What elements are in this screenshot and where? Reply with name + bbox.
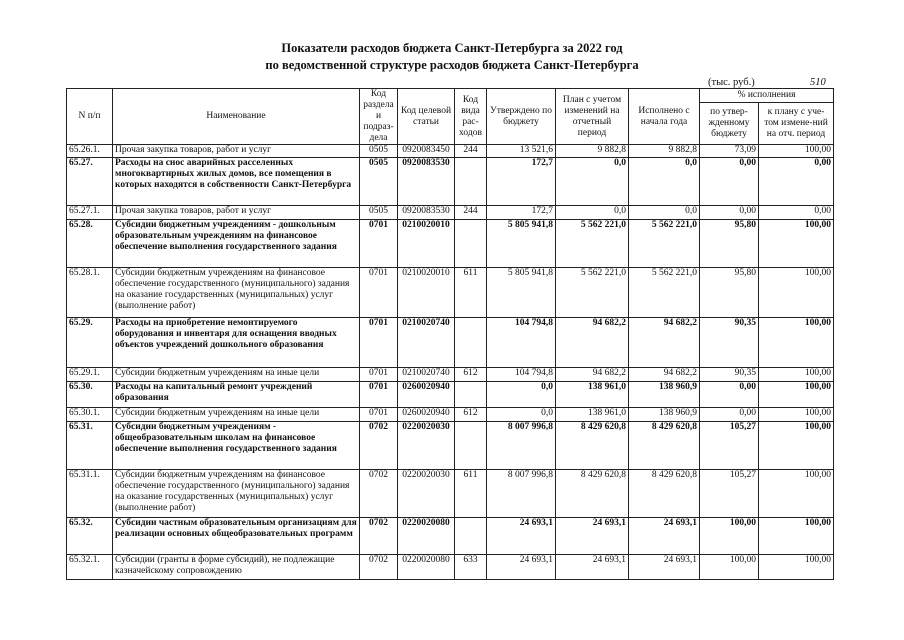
row-number: 65.28.1. — [67, 268, 113, 318]
row-target-code: 0210020010 — [398, 220, 455, 268]
row-pct-approved: 0,00 — [700, 158, 759, 206]
row-plan: 5 562 221,0 — [556, 220, 629, 268]
table-row — [67, 368, 834, 382]
row-pct-plan: 100,00 — [759, 145, 834, 158]
row-target-code: 0220020080 — [398, 518, 455, 555]
row-section-code: 0702 — [360, 470, 398, 518]
row-target-code: 0220020030 — [398, 422, 455, 470]
col-header-section: Код раздела и подраз-дела — [360, 89, 398, 145]
row-executed: 5 562 221,0 — [629, 268, 700, 318]
row-executed: 24 693,1 — [629, 555, 700, 580]
col-header-kind: Код вида рас-ходов — [455, 89, 487, 145]
row-pct-approved: 0,00 — [700, 206, 759, 220]
row-number: 65.29.1. — [67, 368, 113, 382]
col-header-pct-approved: по утвер-жденному бюджету — [700, 103, 759, 145]
table-row — [67, 382, 834, 408]
row-plan: 94 682,2 — [556, 368, 629, 382]
table-row — [67, 145, 834, 158]
row-section-code: 0701 — [360, 368, 398, 382]
row-pct-approved: 73,09 — [700, 145, 759, 158]
row-section-code: 0505 — [360, 145, 398, 158]
row-pct-approved: 100,00 — [700, 518, 759, 555]
row-approved: 8 007 996,8 — [487, 470, 556, 518]
row-kind-code: 244 — [455, 145, 487, 158]
row-target-code: 0210020740 — [398, 318, 455, 368]
row-target-code: 0220020030 — [398, 470, 455, 518]
row-approved: 24 693,1 — [487, 555, 556, 580]
row-executed: 94 682,2 — [629, 318, 700, 368]
row-pct-approved: 105,27 — [700, 470, 759, 518]
table-row — [67, 422, 834, 470]
unit-label: (тыс. руб.) — [708, 77, 755, 88]
row-executed: 24 693,1 — [629, 518, 700, 555]
row-pct-approved: 90,35 — [700, 368, 759, 382]
row-pct-plan: 100,00 — [759, 220, 834, 268]
row-pct-approved: 105,27 — [700, 422, 759, 470]
row-section-code: 0702 — [360, 518, 398, 555]
row-name: Субсидии бюджетным учреждениям на финансовое обеспечение государственного (муниципального) задания на оказание государственных (муниципальных) услуг (выполнение работ) — [113, 470, 360, 518]
row-name: Субсидии бюджетным учреждениям - общеобразовательным школам на финансовое обеспечение выполнения государственного задания — [113, 422, 360, 470]
row-pct-plan: 0,00 — [759, 206, 834, 220]
row-executed: 94 682,2 — [629, 368, 700, 382]
row-target-code: 0920083530 — [398, 206, 455, 220]
row-number: 65.28. — [67, 220, 113, 268]
row-section-code: 0701 — [360, 408, 398, 422]
row-pct-approved: 95,80 — [700, 220, 759, 268]
row-approved: 5 805 941,8 — [487, 220, 556, 268]
row-executed: 138 960,9 — [629, 408, 700, 422]
row-pct-plan: 0,00 — [759, 158, 834, 206]
row-executed: 0,0 — [629, 158, 700, 206]
row-name: Субсидии частным образовательным организациям для реализации основных общеобразовательных программ — [113, 518, 360, 555]
row-approved: 104 794,8 — [487, 368, 556, 382]
row-kind-code: 611 — [455, 268, 487, 318]
table-row — [67, 206, 834, 220]
row-name: Субсидии бюджетным учреждениям на финансовое обеспечение государственного (муниципального) задания на оказание государственных (муниципальных) услуг (выполнение работ) — [113, 268, 360, 318]
row-plan: 94 682,2 — [556, 318, 629, 368]
row-approved: 104 794,8 — [487, 318, 556, 368]
row-pct-plan: 100,00 — [759, 470, 834, 518]
col-header-pct-plan: к плану с уче-том измене-ний на отч. период — [759, 103, 834, 145]
table-row — [67, 158, 834, 206]
col-header-num: N п/п — [67, 89, 113, 145]
row-section-code: 0505 — [360, 158, 398, 206]
row-name: Расходы на приобретение немонтируемого оборудования и инвентаря для оснащения вводных объектов учреждений дошкольного образования — [113, 318, 360, 368]
row-target-code: 0920083450 — [398, 145, 455, 158]
row-section-code: 0701 — [360, 382, 398, 408]
row-approved: 5 805 941,8 — [487, 268, 556, 318]
report-subtitle: по ведомственной структуре расходов бюджета Санкт-Петербурга — [265, 58, 639, 72]
row-number: 65.30.1. — [67, 408, 113, 422]
row-number: 65.27. — [67, 158, 113, 206]
col-header-percent-group: % исполнения — [700, 89, 834, 103]
row-pct-approved: 100,00 — [700, 555, 759, 580]
row-kind-code — [455, 318, 487, 368]
row-section-code: 0701 — [360, 220, 398, 268]
row-pct-plan: 100,00 — [759, 368, 834, 382]
row-kind-code — [455, 220, 487, 268]
table-row — [67, 220, 834, 268]
row-executed: 8 429 620,8 — [629, 422, 700, 470]
row-kind-code: 612 — [455, 408, 487, 422]
row-number: 65.27.1. — [67, 206, 113, 220]
row-plan: 9 882,8 — [556, 145, 629, 158]
row-plan: 0,0 — [556, 206, 629, 220]
report-title: Показатели расходов бюджета Санкт-Петербурга за 2022 год — [281, 41, 623, 55]
row-pct-plan: 100,00 — [759, 518, 834, 555]
row-plan: 138 961,0 — [556, 408, 629, 422]
budget-table — [66, 88, 834, 580]
row-approved: 8 007 996,8 — [487, 422, 556, 470]
table-row — [67, 268, 834, 318]
table-row — [67, 408, 834, 422]
row-number: 65.30. — [67, 382, 113, 408]
row-section-code: 0505 — [360, 206, 398, 220]
row-approved: 172,7 — [487, 206, 556, 220]
row-approved: 0,0 — [487, 408, 556, 422]
row-kind-code: 611 — [455, 470, 487, 518]
row-number: 65.31. — [67, 422, 113, 470]
row-pct-plan: 100,00 — [759, 318, 834, 368]
row-approved: 0,0 — [487, 382, 556, 408]
col-header-target: Код целевой статьи — [398, 89, 455, 145]
row-executed: 5 562 221,0 — [629, 220, 700, 268]
row-target-code: 0260020940 — [398, 382, 455, 408]
col-header-approved: Утверждено по бюджету — [487, 89, 556, 145]
row-name: Субсидии (гранты в форме субсидий), не подлежащие казначейскому сопровождению — [113, 555, 360, 580]
table-row — [67, 318, 834, 368]
row-number: 65.32. — [67, 518, 113, 555]
row-name: Субсидии бюджетным учреждениям - дошкольным образовательным учреждениям на финансовое обеспечение выполнения государственного задания — [113, 220, 360, 268]
row-target-code: 0220020080 — [398, 555, 455, 580]
row-name: Субсидии бюджетным учреждениям на иные цели — [113, 368, 360, 382]
row-pct-plan: 100,00 — [759, 382, 834, 408]
page-number: 510 — [810, 77, 826, 88]
row-target-code: 0210020740 — [398, 368, 455, 382]
row-pct-plan: 100,00 — [759, 555, 834, 580]
row-section-code: 0702 — [360, 555, 398, 580]
row-pct-approved: 90,35 — [700, 318, 759, 368]
row-name: Субсидии бюджетным учреждениям на иные цели — [113, 408, 360, 422]
row-section-code: 0702 — [360, 422, 398, 470]
row-plan: 24 693,1 — [556, 518, 629, 555]
row-number: 65.32.1. — [67, 555, 113, 580]
row-pct-plan: 100,00 — [759, 422, 834, 470]
row-section-code: 0701 — [360, 318, 398, 368]
row-name: Прочая закупка товаров, работ и услуг — [113, 145, 360, 158]
row-name: Расходы на капитальный ремонт учреждений образования — [113, 382, 360, 408]
row-executed: 9 882,8 — [629, 145, 700, 158]
row-target-code: 0210020010 — [398, 268, 455, 318]
row-approved: 13 521,6 — [487, 145, 556, 158]
col-header-name: Наименование — [113, 89, 360, 145]
row-executed: 0,0 — [629, 206, 700, 220]
row-pct-plan: 100,00 — [759, 268, 834, 318]
row-target-code: 0920083530 — [398, 158, 455, 206]
row-pct-approved: 95,80 — [700, 268, 759, 318]
row-kind-code — [455, 422, 487, 470]
row-plan: 5 562 221,0 — [556, 268, 629, 318]
row-pct-approved: 0,00 — [700, 382, 759, 408]
row-number: 65.31.1. — [67, 470, 113, 518]
row-name: Расходы на снос аварийных расселенных многоквартирных жилых домов, все помещения в которых находятся в собственности Санкт-Петербурга — [113, 158, 360, 206]
row-number: 65.26.1. — [67, 145, 113, 158]
row-plan: 8 429 620,8 — [556, 470, 629, 518]
row-plan: 0,0 — [556, 158, 629, 206]
row-executed: 138 960,9 — [629, 382, 700, 408]
row-approved: 24 693,1 — [487, 518, 556, 555]
row-number: 65.29. — [67, 318, 113, 368]
col-header-executed: Исполнено с начала года — [629, 89, 700, 145]
row-kind-code: 244 — [455, 206, 487, 220]
row-executed: 8 429 620,8 — [629, 470, 700, 518]
row-name: Прочая закупка товаров, работ и услуг — [113, 206, 360, 220]
table-row — [67, 555, 834, 580]
row-target-code: 0260020940 — [398, 408, 455, 422]
row-kind-code — [455, 382, 487, 408]
table-row — [67, 470, 834, 518]
row-kind-code: 633 — [455, 555, 487, 580]
row-kind-code — [455, 158, 487, 206]
row-plan: 8 429 620,8 — [556, 422, 629, 470]
row-plan: 138 961,0 — [556, 382, 629, 408]
col-header-plan: План с учетом изменений на отчетный период — [556, 89, 629, 145]
row-plan: 24 693,1 — [556, 555, 629, 580]
row-kind-code: 612 — [455, 368, 487, 382]
row-section-code: 0701 — [360, 268, 398, 318]
row-pct-approved: 0,00 — [700, 408, 759, 422]
row-pct-plan: 100,00 — [759, 408, 834, 422]
row-approved: 172,7 — [487, 158, 556, 206]
row-kind-code — [455, 518, 487, 555]
table-row — [67, 518, 834, 555]
